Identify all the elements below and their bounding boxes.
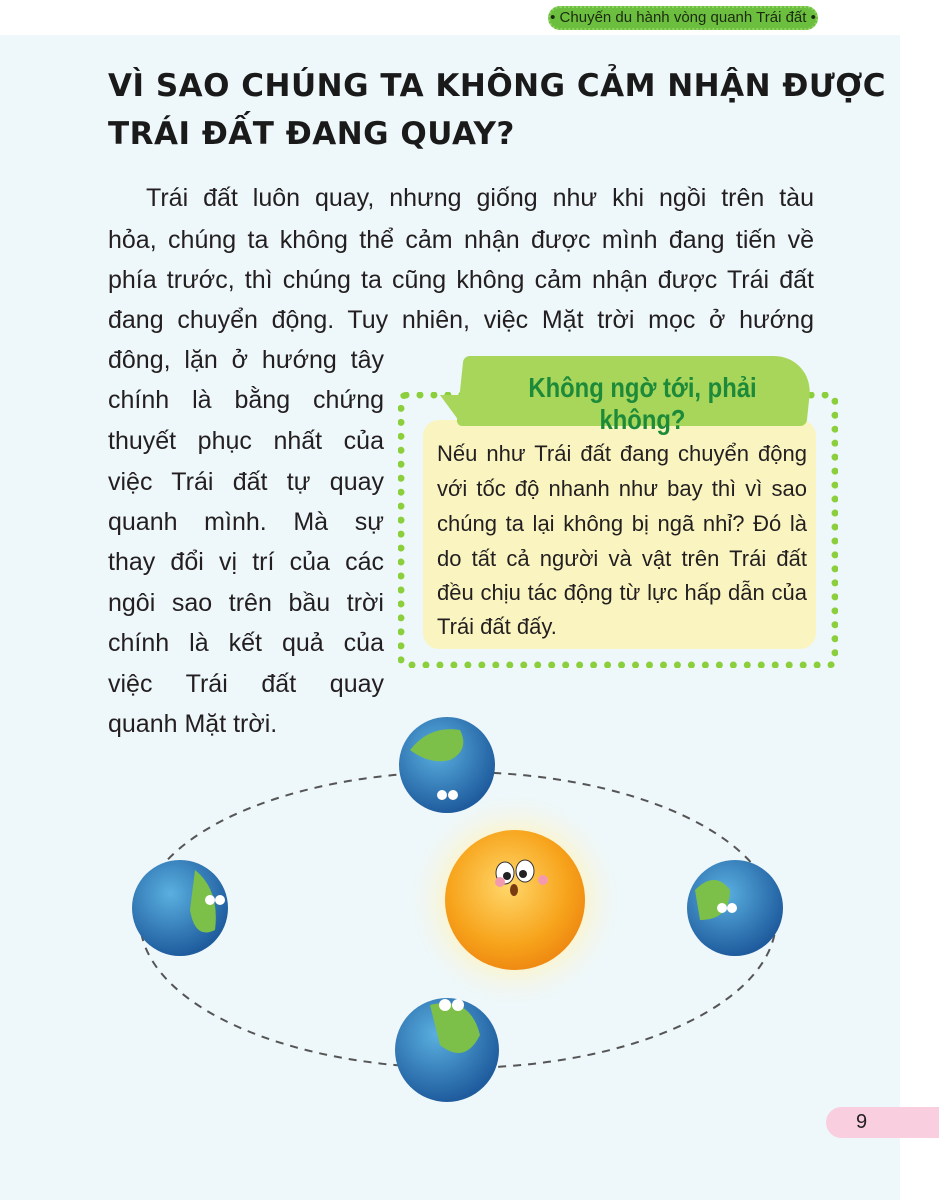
page-title [108,62,886,158]
earth-icon-bottom [395,998,499,1102]
title-line: TRÁI ĐẤT ĐANG QUAY? [108,116,515,152]
text-line: đang chuyển động. Tuy nhiên, việc Mặt trời mọc ở hướng [108,306,814,334]
text-line: Trái đất đấy. [437,614,557,639]
earth-icon-left [132,860,228,956]
text-line: thay đổi vị trí của các [108,548,384,576]
text-line: hỏa, chúng ta không thể cảm nhận được mình đang tiến về [108,226,814,254]
section-tag: • Chuyến du hành vòng quanh Trái đất • [548,6,818,30]
text-line: quanh mình. Mà sự [108,508,384,536]
page-number: 9 [826,1107,939,1138]
text-line: Nếu như Trái đất đang chuyển động [437,441,807,466]
text-line: do tất cả người và vật trên Trái đất [437,546,807,571]
text-line: ngôi sao trên bầu trời [108,589,384,617]
text-line: chính là bằng chứng [108,386,384,414]
text-line: quanh Mặt trời. [108,710,278,738]
text-line: việc Trái đất tự quay [108,468,384,496]
text-line: đều chịu tác động từ lực hấp dẫn của [437,580,807,605]
orbit-illustration [0,700,900,1120]
earth-icon-right [687,860,783,956]
text-line: Trái đất luôn quay, nhưng giống như khi ngồi trên tàu [146,184,814,212]
text-line: thuyết phục nhất của [108,427,384,455]
text-line: việc Trái đất quay [108,670,384,698]
text-line: với tốc độ nhanh như bay thì vì sao [437,476,807,501]
text-line: phía trước, thì chúng ta cũng không cảm nhận được Trái đất [108,266,814,294]
text-line: chúng ta lại không bị ngã nhỉ? Đó là [437,511,807,536]
earth-icon-top [399,717,495,813]
text-line: chính là kết quả của [108,629,384,657]
sun-icon [445,830,585,970]
text-line: đông, lặn ở hướng tây [108,346,384,374]
title-line: VÌ SAO CHÚNG TA KHÔNG CẢM NHẬN ĐƯỢC [108,68,887,104]
callout-title: Không ngờ tới, phải không? [528,372,757,435]
